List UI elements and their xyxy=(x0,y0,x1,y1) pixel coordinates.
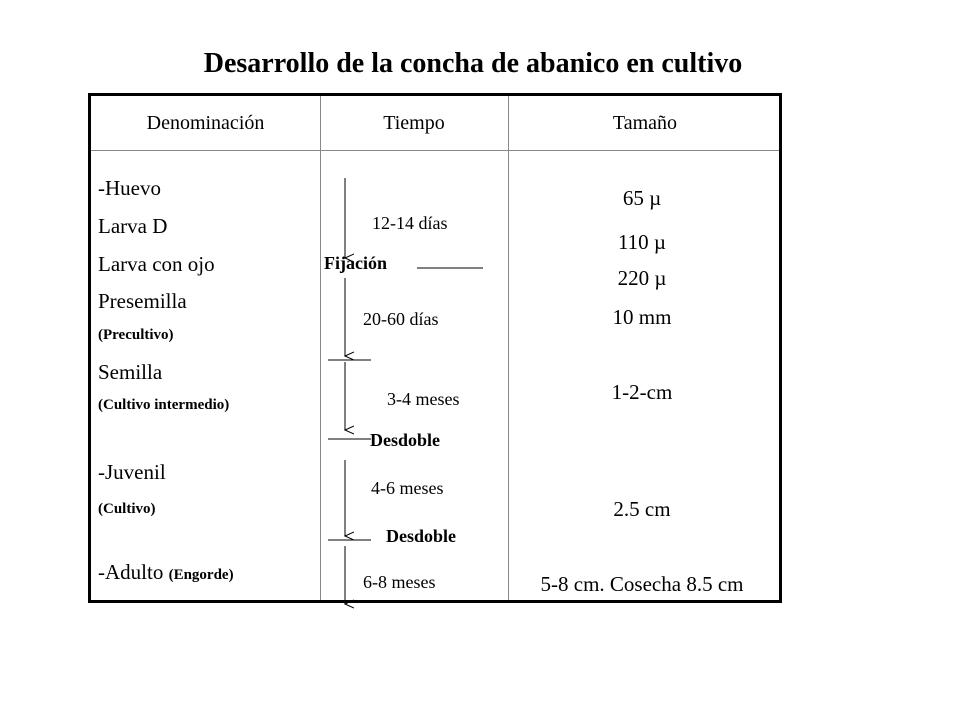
stage-huevo: -Huevo xyxy=(98,176,161,200)
label-desdoble-1: Desdoble xyxy=(370,430,441,450)
label-desdoble-2: Desdoble xyxy=(386,526,457,546)
header-tamano: Tamaño xyxy=(612,112,678,134)
development-table xyxy=(88,93,782,603)
stage-juvenil: -Juvenil xyxy=(98,460,166,484)
label-fijacion: Fijación xyxy=(324,253,387,273)
size-220-micras: 220 µ xyxy=(617,266,667,290)
page-title: Desarrollo de la concha de abanico en cultivo xyxy=(203,48,743,79)
size-110-micras: 110 µ xyxy=(617,230,667,254)
stage-cultivo-note: (Cultivo) xyxy=(98,501,156,517)
size-65-micras: 65 µ xyxy=(622,186,662,210)
stage-larva-con-ojo: Larva con ojo xyxy=(98,252,215,276)
stage-precultivo-note: (Precultivo) xyxy=(98,327,174,343)
size-cosecha: 5-8 cm. Cosecha 8.5 cm xyxy=(540,572,744,596)
stage-adulto: -Adulto xyxy=(98,560,164,584)
time-12-14-dias: 12-14 días xyxy=(372,213,448,233)
time-3-4-meses: 3-4 meses xyxy=(387,389,460,409)
stage-cultivo-intermedio-note: (Cultivo intermedio) xyxy=(98,397,230,413)
time-4-6-meses: 4-6 meses xyxy=(371,478,444,498)
time-20-60-dias: 20-60 días xyxy=(363,309,439,329)
stage-presemilla: Presemilla xyxy=(98,289,187,313)
size-1-2-cm: 1-2-cm xyxy=(611,380,673,404)
time-6-8-meses: 6-8 meses xyxy=(363,572,436,592)
stage-semilla: Semilla xyxy=(98,360,163,384)
size-10-mm: 10 mm xyxy=(612,305,672,329)
stage-larva-d: Larva D xyxy=(98,214,168,238)
header-tiempo: Tiempo xyxy=(383,112,445,134)
size-2-5-cm: 2.5 cm xyxy=(613,497,671,521)
header-denominacion: Denominación xyxy=(146,112,265,134)
stage-engorde-note: (Engorde) xyxy=(168,567,234,583)
